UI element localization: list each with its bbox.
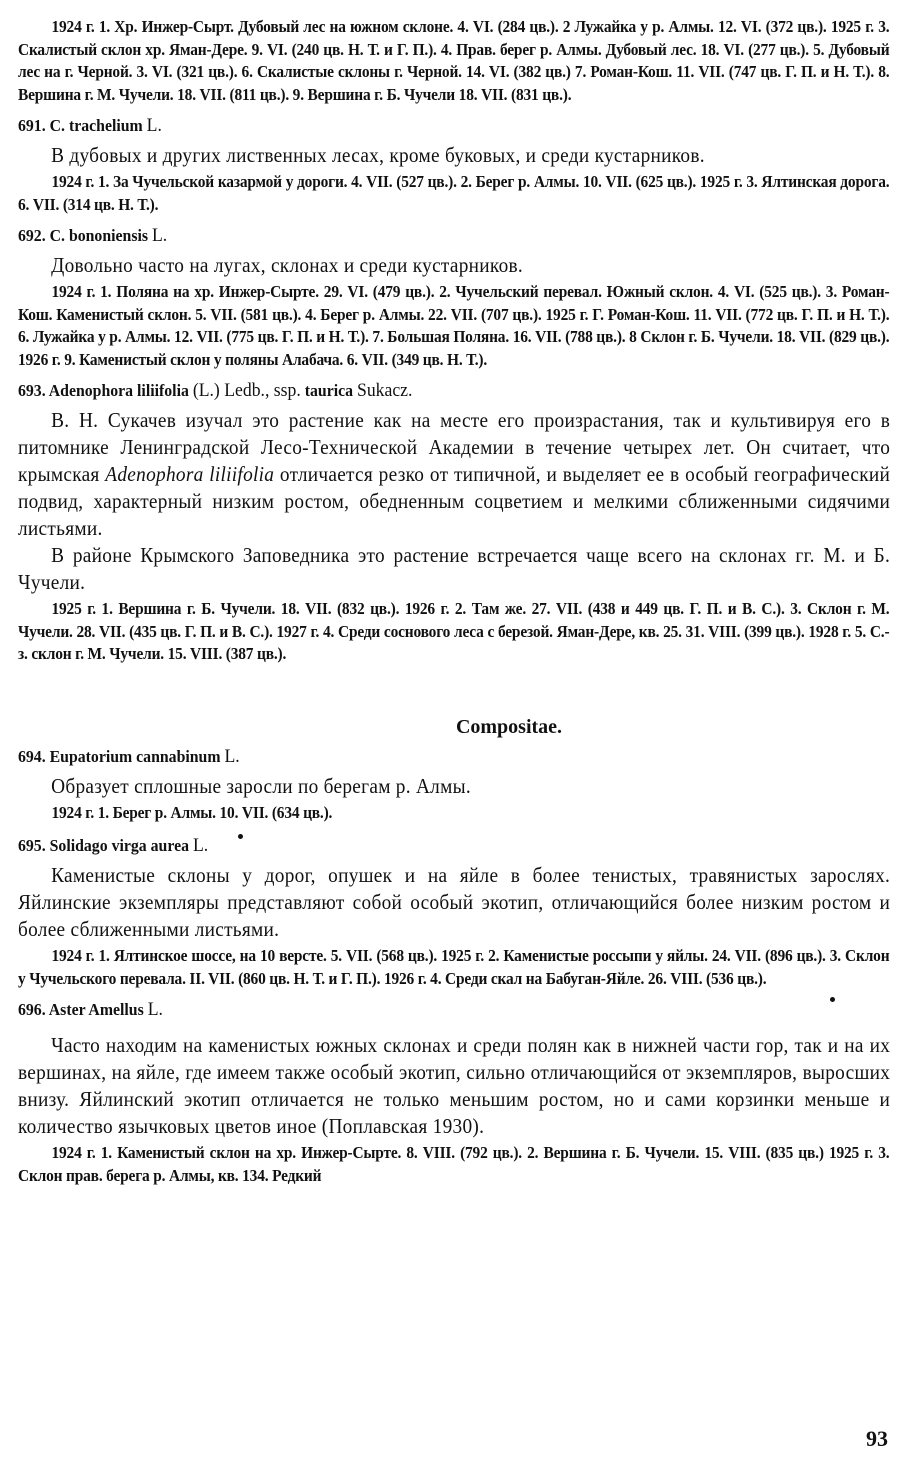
subspecies-author: Sukacz. [356, 380, 413, 401]
species-number: 693. [18, 381, 46, 400]
subspecies-name: taurica [304, 381, 354, 400]
species-name: Solidago virga aurea [49, 836, 190, 855]
species-heading-695 [18, 834, 829, 858]
species-description: Каменистые склоны у дорог, опушек и на яйле в более тенистых, травянистых зарослях. Яйлинские экземпляры представляют собой особый экотип, отличающийся более низким ростом и более сближенными листьями. [18, 863, 891, 941]
species-name: C. trachelium [49, 116, 143, 135]
species-description: Часто находим на каменистых южных склонах и среди полян как в нижней части гор, так и на их вершинах, на яйле, где имеем также особый экотип, сильно отличающийся от экземпляров, выросших внизу. Яйлинский экотип отличается не только меньшим ростом, но и сами корзинки меньше и количество язычковых цветов иное (Поплавская 1930). [18, 1033, 891, 1138]
species-description: Довольно часто на лугах, склонах и среди кустарников. [51, 253, 524, 277]
species-number: 691. [18, 116, 46, 135]
species-heading-694 [18, 745, 829, 769]
page-number: 93 [866, 1426, 888, 1451]
ink-speck [830, 997, 835, 1002]
species-author: L. [151, 225, 168, 246]
species-author: L. [147, 999, 163, 1020]
species-name: C. bononiensis [49, 226, 149, 245]
family-heading: Compositae. [455, 715, 563, 738]
records-paragraph: 1924 г. 1. Хр. Инжер-Сырт. Дубовый лес на южном склоне. 4. VI. (284 цв.). 2 Лужайка у р. Алмы. 12. VI. (372 цв.). 1925 г. 3. Скалистый склон хр. Яман-Дере. 9. VI. (240 цв. Н. Т. и Г. П.). 4. Прав. берег р. Алмы. Дубовый лес. 18. VI. (277 цв.). 5. Дубовый лес на г. Черной. 3. VI. (321 цв.). 6. Скалистые склоны г. Черной. 14. VI. (382 цв.) 7. Роман-Кош. 11. VII. (747 цв. Г. П. и Н. Т.). 8. Вершина г. М. Чучели. 18. VII. (811 цв.). 9. Вершина г. Б. Чучели 18. VII. (831 цв.). [18, 17, 890, 104]
records-paragraph: 1924 г. 1. Ялтинское шоссе, на 10 версте. 5. VII. (568 цв.). 1925 г. 2. Каменистые россыпи у яйлы. 24. VII. (896 цв.). 3. Склон у Чучельского перевала. II. VII. (860 цв. Н. Т. и Г. П.). 1926 г. 4. Среди скал на Бабуган-Яйле. 26. VIII. (536 цв.). [18, 946, 890, 988]
records-paragraph: 1924 г. 1. Берег р. Алмы. 10. VII. (634 цв.). [51, 802, 333, 822]
records-paragraph: 1925 г. 1. Вершина г. Б. Чучели. 18. VII. (832 цв.). 1926 г. 2. Там же. 27. VII. (438 и 449 цв. Г. П. и В. С.). 3. Склон г. М. Чучели. 28. VII. (435 цв. Г. П. и В. С.). 1927 г. 4. Среди соснового леса с березой. Яман-Дере, кв. 25. 31. VIII. (399 цв.). 1928 г. 5. С.-з. склон г. М. Чучели. 15. VIII. (387 цв.). [18, 599, 890, 663]
species-description: В дубовых и других лиственных лесах, кроме буковых, и среди кустарников. [51, 143, 705, 167]
species-description: В районе Крымского Заповедника это растение встречается чаще всего на склонах гг. М. и Б. Чучели. [18, 543, 891, 594]
records-paragraph: 1924 г. 1. За Чучельской казармой у дороги. 4. VII. (527 цв.). 2. Берег р. Алмы. 10. VII. (625 цв.). 1925 г. 3. Ялтинская дорога. 6. VII. (314 цв. Н. Т.). [18, 172, 890, 214]
species-name: Eupatorium cannabinum [49, 746, 221, 766]
species-number: 692. [18, 226, 46, 245]
species-heading-696 [18, 998, 829, 1022]
species-name: Adenophora liliifolia [48, 381, 189, 400]
ink-speck [238, 834, 243, 839]
species-author: L. [192, 835, 209, 856]
records-paragraph: 1924 г. 1. Каменистый склон на хр. Инжер-Сырте. 8. VIII. (792 цв.). 2. Вершина г. Б. Чучели. 15. VIII. (835 цв.) 1925 г. 3. Склон прав. берега р. Алмы, кв. 134. Редкий [18, 1143, 890, 1185]
species-description [18, 407, 890, 542]
species-heading-691 [18, 114, 829, 138]
document-page [18, 10, 890, 1187]
species-name: Aster Amellus [48, 1000, 144, 1019]
species-author: L. [146, 115, 162, 136]
species-author: L. [224, 745, 240, 767]
description-text: отличается резко от типичной, и выделяет ее в особый географический подвид, характерный низким ростом, обедненным соцветием и мелкими сближенными сидячими листьями. [18, 462, 891, 540]
species-number: 694. [18, 746, 46, 766]
species-heading-692 [18, 224, 829, 248]
species-description: Образует сплошные заросли по берегам р. Алмы. [51, 773, 471, 798]
species-author: (L.) Ledb., ssp. [192, 380, 301, 401]
species-number: 696. [18, 1000, 46, 1019]
species-number: 695. [18, 836, 46, 855]
species-heading-693 [18, 379, 829, 403]
description-italic-name: Adenophora liliifolia [105, 462, 275, 486]
description-text: В. Н. Сукачев изучал это растение как на месте его произрастания, так и культивируя его в питомнике Ленинградской Лесо-Технической Академии в течение четырех лет. Он считает, что крымская [18, 408, 891, 486]
records-paragraph: 1924 г. 1. Поляна на хр. Инжер-Сырте. 29. VI. (479 цв.). 2. Чучельский перевал. Южный склон. 4. VI. (525 цв.). 3. Роман-Кош. Каменистый склон. 5. VII. (581 цв.). 4. Берег р. Алмы. 22. VII. (707 цв.). 1925 г. Г. Роман-Кош. 11. VII. (772 цв. Г. П. и Н. Т.). 6. Лужайка у р. Алмы. 12. VII. (775 цв. Г. П. и Н. Т.). 7. Большая Поляна. 16. VII. (788 цв.). 8 Склон г. Б. Чучели. 18. VII. (829 цв.). 1926 г. 9. Каменистый склон у поляны Алабача. 6. VII. (349 цв. Н. Т.). [18, 282, 890, 369]
